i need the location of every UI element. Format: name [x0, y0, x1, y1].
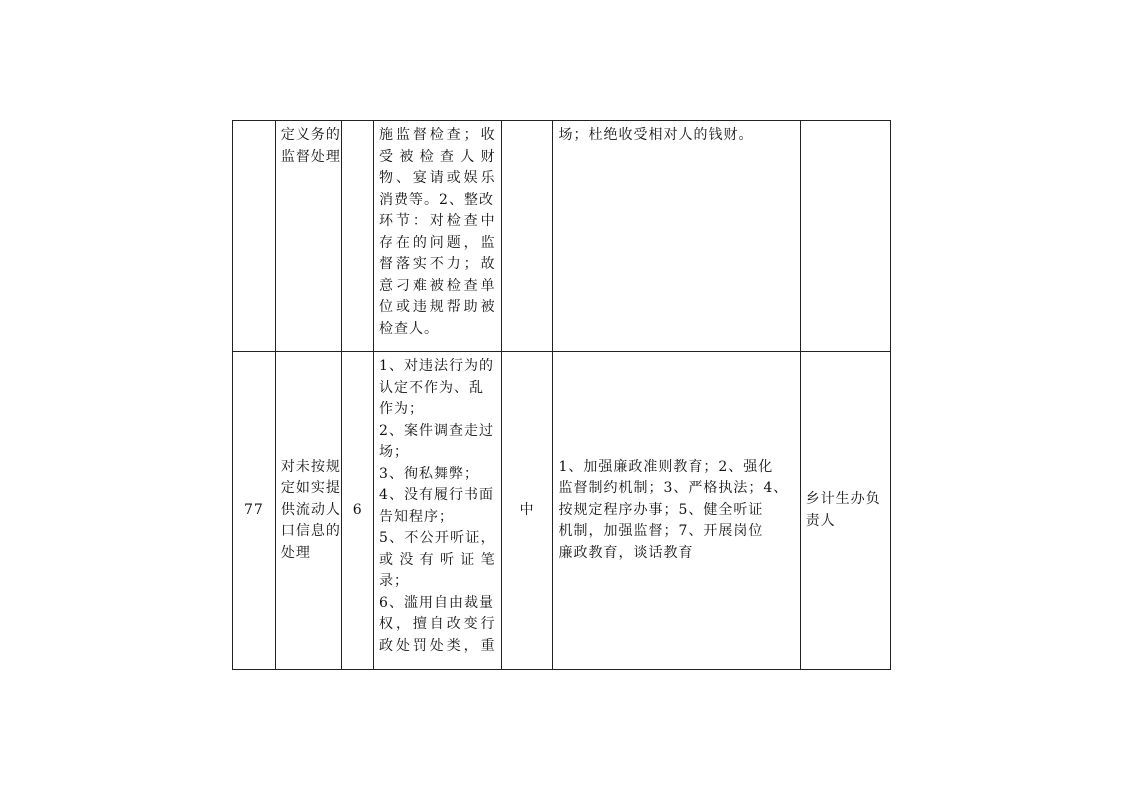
- item-line: 定如实提: [280, 480, 341, 497]
- measure-line: 1、加强廉政准则教育；2、强化: [558, 458, 774, 475]
- risk-line: 权，擅自改变行: [379, 616, 496, 632]
- risk-level-cell: [501, 121, 553, 352]
- responsible-line: 责人: [805, 512, 836, 529]
- risk-line: 存在的问题，监: [379, 234, 496, 251]
- risk-line: 认定不作为、乱: [379, 379, 485, 396]
- measure-line: 按规定程序办事；5、健全听证: [558, 501, 764, 518]
- count-cell: [342, 352, 374, 670]
- measures-cell: [553, 352, 800, 670]
- table-row: [233, 121, 891, 352]
- responsible-cell: [800, 121, 890, 352]
- responsible-line: 乡计生办负: [805, 491, 881, 507]
- risk-line: 位或违规帮助被: [379, 299, 496, 315]
- risk-line: 意刁难被检查单: [379, 277, 496, 294]
- risk-line: 作为；: [379, 401, 425, 417]
- risk-points-cell: [374, 121, 502, 352]
- risk-line: 消费等。2、整改: [379, 191, 494, 208]
- item-line: 处理: [280, 544, 311, 561]
- risk-level: 中: [519, 501, 535, 518]
- measures-cell: [553, 121, 800, 352]
- item-line: 对未按规: [280, 458, 341, 475]
- row-number-cell: [233, 352, 276, 670]
- count-value: 6: [352, 501, 363, 518]
- measure-line: 廉政教育，谈话教育: [558, 544, 694, 561]
- risk-line: 政处罚处类，重: [379, 637, 496, 654]
- risk-line: 录；: [379, 573, 410, 589]
- risk-line: 或没有听证笔: [379, 551, 496, 568]
- risk-line: 检查人。: [379, 320, 440, 337]
- item-line: 口信息的: [280, 523, 341, 540]
- measure-line: 场；杜绝收受相对人的钱财。: [558, 127, 754, 143]
- responsible-cell: [800, 352, 890, 670]
- risk-line: 2、案件调查走过: [379, 422, 494, 439]
- risk-line: 督落实不力；故: [379, 256, 496, 272]
- risk-level-cell: [501, 352, 553, 670]
- count-cell: [342, 121, 374, 352]
- risk-line: 物、宴请或娱乐: [379, 170, 496, 186]
- risk-line: 3、徇私舞弊；: [379, 465, 479, 482]
- measure-line: 监督制约机制；3、严格执法；4、: [558, 480, 789, 497]
- risk-points-cell: [374, 352, 502, 670]
- row-number-cell: [233, 121, 276, 352]
- document-table: [232, 120, 891, 670]
- risk-line: 4、没有履行书面: [379, 487, 494, 503]
- item-line: 监督处理: [280, 148, 341, 165]
- item-line: 定义务的: [280, 127, 341, 143]
- measure-line: 机制，加强监督；7、开展岗位: [558, 523, 764, 540]
- risk-line: 6、滥用自由裁量: [379, 594, 494, 611]
- risk-line: 环节：对检查中: [379, 213, 496, 229]
- table-row: [233, 352, 891, 670]
- risk-line: 场；: [379, 444, 410, 460]
- risk-line: 告知程序；: [379, 508, 455, 525]
- risk-line: 5、不公开听证，: [379, 530, 496, 546]
- risk-line: 1、对违法行为的: [379, 358, 494, 374]
- risk-line: 施监督检查；收: [379, 127, 496, 143]
- item-cell: [275, 352, 342, 670]
- row-number: 77: [244, 501, 264, 518]
- risk-line: 受被检查人财: [379, 148, 496, 165]
- item-line: 供流动人: [280, 501, 341, 518]
- item-cell: [275, 121, 342, 352]
